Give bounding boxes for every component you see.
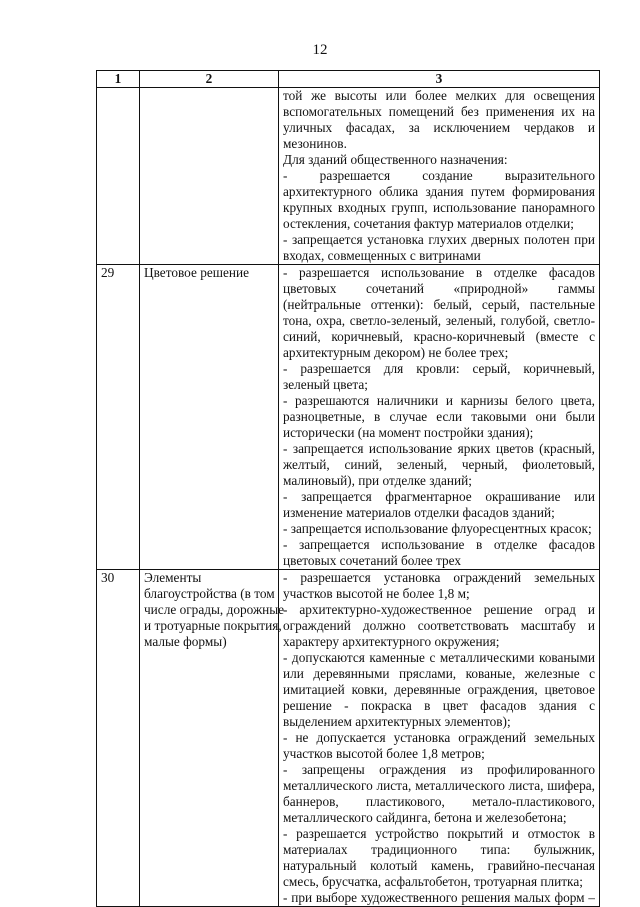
text-line: Для зданий общественного назначения: (283, 152, 508, 167)
text-line: - запрещены ограждения из профилированного (283, 762, 595, 777)
text-line: - разрешается использование в отделке фасадов (283, 265, 595, 280)
text-line: исторически (на момент постройки здания); (283, 425, 534, 440)
text-line: - архитектурно-художественное решение оград и (283, 602, 595, 617)
text-line: зеленый цвета; (283, 377, 368, 392)
text-line: крупных входных групп, использование панорамного (283, 200, 595, 215)
text-line: входах, совмещенных с витринами (283, 248, 481, 263)
text-line: - разрешается устройство покрытий и отмосток в (283, 826, 595, 841)
text-line: малиновый), при отделке зданий; (283, 473, 472, 488)
text-line: натуральный колотый камень, гравийно-песчаная (283, 858, 595, 873)
table-header (97, 71, 600, 88)
text-line: - разрешается создание выразительного (283, 168, 595, 183)
text-line: - не допускается установка ограждений земельных (283, 730, 595, 745)
text-line: архитектурным декором) не более трех; (283, 345, 509, 360)
text-line: архитектурного облика здания путем формирования (283, 184, 595, 199)
text-line: - разрешается установка ограждений земельных (283, 570, 595, 585)
table-row (97, 265, 600, 570)
text-line: вспомогательных помещений без применения их на (283, 104, 595, 119)
text-line: - разрешается для кровли: серый, коричневый, (283, 361, 595, 376)
text-line: разноцветные, в случае если таковыми они были (283, 409, 595, 424)
row-number-cell: 30 (97, 570, 140, 907)
column-header-2: 2 (140, 71, 279, 88)
text-line: - запрещается использование в отделке фасадов (283, 537, 595, 552)
text-line: имитацией ковки, деревянные ограждения, цветовое (283, 682, 595, 697)
name-text-line: Элементы (144, 570, 202, 585)
text-line: ограждений должно соответствовать масштабу и (283, 618, 595, 633)
text-line: (нейтральные оттенки): белый, серый, пастельные (283, 297, 595, 312)
text-line: тона, охра, светло-зеленый, зеленый, голубой, светло- (283, 313, 595, 328)
text-line: выделением архитектурных элементов); (283, 714, 511, 729)
regulations-table (96, 70, 600, 907)
row-content-cell (279, 88, 600, 265)
name-text-line: малые формы) (144, 634, 227, 649)
name-text-line: благоустройства (в том (144, 586, 275, 601)
text-line: металлического сайдинга, бетона и железобетона; (283, 810, 567, 825)
row-content-cell (279, 570, 600, 907)
text-line: - при выборе художественного решения малых форм – (283, 890, 595, 905)
text-line: характеру архитектурного окружения; (283, 634, 500, 649)
text-line: - запрещается фрагментарное окрашивание или (283, 489, 595, 504)
text-line: материалах традиционного типа: булыжник, (283, 842, 595, 857)
text-line: участков высотой более 1,8 метров; (283, 746, 485, 761)
column-header-1: 1 (97, 71, 140, 88)
row-name-cell (140, 265, 279, 570)
text-line: синий, коричневый, красно-коричневый (вместе с (283, 329, 595, 344)
table-header-row (97, 71, 600, 88)
table-body (97, 88, 600, 907)
row-content-cell (279, 265, 600, 570)
text-line: металлического листа, металлического листа, шифера, (283, 778, 595, 793)
table-row-continuation (97, 88, 600, 265)
row-name-cell (140, 570, 285, 907)
text-line: мезонинов. (283, 136, 347, 151)
text-line: изменение материалов отделки фасадов зданий; (283, 505, 555, 520)
text-line: - запрещается использование ярких цветов (красный, (283, 441, 595, 456)
row-number-cell (97, 88, 140, 265)
name-text-line: числе ограды, дорожные (144, 602, 285, 617)
text-line: решение - покраска в цвет фасадов здания с (283, 698, 595, 713)
text-line: участков высотой не более 1,8 м; (283, 586, 470, 601)
column-header-3: 3 (279, 71, 600, 88)
name-text-line: и тротуарные покрытия, (144, 618, 282, 633)
text-line: или деревянными пряслами, кованые, железные с (283, 666, 595, 681)
text-line: остекления, сочетания фактур материалов отделки; (283, 216, 574, 231)
text-line: - запрещается установка глухих дверных полотен при (283, 232, 595, 247)
text-line: баннеров, пластикового, метало-пластикового, (283, 794, 595, 809)
name-text-line: Цветовое решение (144, 265, 250, 280)
text-line: цветовых сочетаний более трех (283, 553, 462, 568)
table-row (97, 570, 600, 907)
text-line: той же высоты или более мелких для освещения (283, 88, 595, 103)
row-name-cell (140, 88, 279, 265)
text-line: желтый, синий, зеленый, черный, фиолетовый, (283, 457, 595, 472)
text-line: - допускаются каменные с металлическими коваными (283, 650, 595, 665)
page-number: 12 (312, 42, 328, 58)
text-line: уличных фасадах, за исключением чердаков и (283, 120, 595, 135)
text-line: смесь, брусчатка, асфальтобетон, тротуарная плитка; (283, 874, 583, 889)
text-line: - запрещается использование флуоресцентных красок; (283, 521, 592, 536)
text-line: цветовых сочетаний «природной» гаммы (283, 281, 595, 296)
text-line: - разрешаются наличники и карнизы белого цвета, (283, 393, 595, 408)
row-number-cell: 29 (97, 265, 140, 570)
